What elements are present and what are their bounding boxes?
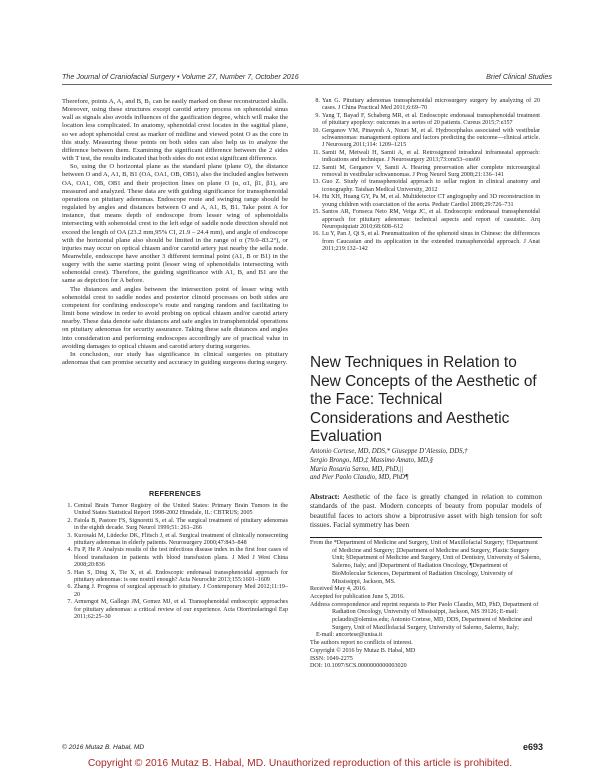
reference-item: 9. Yang T, Bayad F, Schaberg MR, et al. Endoscopic endonasal transsphenoidal treatment of pituitary apoplexy: outcomes in a series of 20 patients. Cureus 2015;7:e357	[315, 112, 540, 127]
journal-volume-header: The Journal of Craniofacial Surgery • Volume 27, Number 7, October 2016	[62, 72, 299, 81]
doi: DOI: 10.1097/SCS.0000000000003020	[310, 663, 407, 670]
reference-item: 10. Gerganov VM, Pinayesh A, Nouri M, et al. Hydrocephalus associated with vestibular schwannomas: management options and factors predicting the outcome—clinical article. J Neurosurg 2011;114: 1209–1215	[312, 127, 540, 149]
references-list-left	[62, 503, 288, 622]
page-number: e693	[522, 742, 543, 752]
correspondence: Address correspondence and reprint requests to Pier Paolo Claudio, MD, PhD, Department of Radiation Oncology, University of Mississippi, Jackson, MS 39126; E-mail: pclaudio@olemiss.edu; Antonio Cortese, MD, DDS, Department of Medicine and Surgery, Unit of Maxillofacial Surgery, University of Salerno, Salerno, Italy;	[310, 601, 539, 631]
affiliation-rule	[310, 537, 542, 538]
email: E-mail: ancortese@unisa.it	[316, 632, 383, 639]
reference-item: 16. Lu Y, Pan J, Qi S, et al. Pneumatization of the sphenoid sinus in Chinese: the differences from Caucasian and its application in the extended transsphenoidal approach. J Anat 2011;219:132–142	[312, 231, 540, 253]
reference-item: 14. Hu XH, Huang GY, Pa M, et al. Multidetector CT angiography and 3D reconstruction in young children with coarctation of the aorta. Pediatr Cardiol 2008;29:726–731	[312, 194, 540, 208]
body-paragraph: Therefore, points A, A₁ and B, B₁ can be easily marked on these reconstructed skulls. Moreover, using these structures except carotid artery process on sphenoidal sinus wall as signals also avoids influences of the gasification degree, which will make the location less complicated. In anatomy, sphenoidal crest locates in the sagittal plane, so we adopt sphenoidal crest as marker of midline and viewed point O as the core in this study. Measuring these points on both sides can also help us to analyze the difference between them. Examining the significant difference between the 2 sides with T test, the results indicated that both sides do not exist significant difference.	[62, 98, 288, 163]
references-heading: REFERENCES	[148, 489, 202, 498]
journal-name: The Journal of Craniofacial Surgery	[62, 72, 176, 81]
reference-item: 15. Santos AR, Fonseca Neto RM, Veiga JC, et al. Endoscopic endonasal transsphenoidal approach for pituitary adenomas: technical aspects and report of casuistic. Arq Neuropsiquiatr 2010;68:608–612	[312, 209, 540, 230]
body-paragraph: So, using the O horizontal plane as the standard plane (plane O), the distance between O and A, A1, B, B1 (OA, OA1, OB, OB1), also the included angles between OA, OA1, OB, OB1 and their projection lines on plane O (α, α1, β1, β1), are measured and analyzed. These data are with guiding significance for transsphenoidal operations on pituitary adenomas. Endoscope route and swinging range should be regulated by angles and distances between O and A, A1, B, B1. Take point A for instance, that means depth of endoscope from lesser wing of sphenoidalis intersecting with sohenoidal crest to the left edge of saddle node direction should not exceed the length of OA (23.2 mm,95% CI, 21.9 – 24.4 mm), and angle of endoscope with the horizontal plane also should be limited in the range of α (79.0–83.2°), or injuries may occur on optical chiasm and/or carotid artery just nearby the sella node. Meanwhile, endoscope have another 3 different terminal point (A1, B or B1) in the sugery with the same starting point (lesser wing of sphenoidalis intersecting with sohenoidal crest). Therefore, the guiding significance with A1, B, and B1 are the same as depiction for A before.	[62, 163, 288, 285]
reference-item: 11. Samii M, Metwali H, Samii A, et al. Retrosigmoid intradural inframeatal approach: indications and technique. J Neurosurgery 2013;73:ons53–ons60	[312, 149, 540, 164]
issn: ISSN: 1049-2275	[310, 655, 353, 662]
accepted-date: Accepted for publication June 5, 2016.	[310, 593, 405, 600]
reference-item: 12. Samii M, Gerganov V, Samii A. Hearing preservation after complete microsurgical removal in vestibular schwannomas. J Prog Neurol Surg 2008;21:136–141	[312, 164, 540, 179]
received-date: Received May 4, 2016.	[310, 586, 367, 593]
author-line: Maria Rosaria Sarno, MD, PhD,||	[310, 465, 404, 473]
reference-item: 1. Central Brain Tumor Registry of the United States: Primary Brain Tumors in the United States Statistical Report 1998-2002 Hinsdale, IL: CBTRUS; 2005	[67, 503, 288, 517]
reference-item: 5. Han S, Ding X, Tie X, et al. Endoscopic endonasal transsphenoidal approach for pituitary adenomas: is one nostril enough? Acta Neurochir 2013;155:1601–1609	[67, 569, 288, 584]
volume-info: Volume 27, Number 7, October 2016	[181, 72, 299, 81]
author-line: Antonio Cortese, MD, DDS,* Giuseppe D’Alessio, DDS,†	[310, 448, 468, 455]
body-text-column	[62, 98, 288, 367]
footer-copyright: © 2016 Mutaz B. Habal, MD	[62, 744, 145, 751]
reference-item: 13. Guo Z. Study of transsphenoidal approach to sellar region in clinical anatomy and iconography. Taishan Medical University, 2012	[312, 179, 540, 193]
article-title: New Techniques in Relation to New Concepts of the Aesthetic of the Face: Technical Considerations and Aesthetic Evaluation	[310, 354, 537, 445]
body-paragraph: In conclusion, our study has significance in clinical surgeries on pituitary adenomas that can promise security and accuracy in guiding surgeons during surgery.	[62, 350, 288, 366]
abstract	[310, 492, 542, 530]
abstract-text: Aesthetic of the face is greatly changed in relation to common standards of the past. Modern concepts of beauty from popular models of beautiful faces to actors show a biprotrusive asset with high tension for soft tissues. Facial symmetry has been	[310, 492, 543, 530]
references-list-right	[310, 98, 540, 254]
reference-item: 3. Kurosaki M, Lüdecke DK, Flitsch J, et al. Surgical treatment of clinically nonsecreting pituitary adenomas in elderly patients. Neurosurgery 2000;47:843–848	[67, 532, 288, 547]
reference-item: 6. Zhang J. Progress of surgical approach to pituitary. J Contemporary Med 2012;11:19–20	[67, 584, 288, 598]
copyright-banner: Copyright © 2016 Mutaz B. Habal, MD. Unauthorized reproduction of this article is prohibited.	[87, 758, 513, 769]
author-list	[310, 448, 540, 483]
reference-item: 8. Yan G. Pituitary adenomas transsphenoidal microsurgery surgery by analyzing of 20 cases. J China Practical Med 2011;6:69–70	[315, 98, 540, 112]
affiliation-text: From the *Department of Medicine and Surgery, Unit of Maxillofacial Surgery; †Department of Medicine and Surgery; ‡Department of Medicine and Surgery, Plastic Surgery Unit; §Department of Medicine and Surgery, Unit of Dentistry, University of Salerno, Salerno, Italy; and ||Department of Radiation Oncology, ¶Department of BioMolecular Sciences, Department of Radiation Oncology, University of Mississippi, Jackson, MS.	[310, 540, 541, 585]
conflicts-statement: The authors report no conflicts of interest.	[310, 640, 413, 647]
header-rule	[62, 84, 552, 85]
section-name: Brief Clinical Studies	[486, 72, 552, 81]
affiliations-block	[310, 540, 542, 671]
copyright-line: Copyright © 2016 by Mutaz B. Habal, MD	[310, 647, 416, 654]
body-paragraph: The distances and angles between the intersection point of lesser wing with sohenoidal crest to saddle nodes and posterior clinoid processes on both sides are competent for confining endoscope’s route and ranging random and facilitating to limit bone window in order to avoid probing on optical chiasm and/or carotid artery nearby. These data denote safe distances and safe angles in transphenoidal operations on pituitary adenomas for security assurance. Taking these safe distances and angles into consideration and performing endoscopes accordingly are of practical value in avoiding damages to optical chiasm and carotid artery during surgeries.	[62, 285, 288, 350]
reference-item: 7. Armengot M, Gallego JM, Gomez MJ, et al. Transsphenoidal endoscopic approaches for pituitary adenomas: a critical review of our experience. Acta Otorrinolaringol Esp 2011;62:25–30	[67, 599, 288, 621]
author-line: and Pier Paolo Claudio, MD, PhD¶	[310, 474, 409, 482]
reference-item: 2. Faiola B, Pastore FS, Signoretti S, et al. The surgical treatment of pituitary adenomas in the eighth decade. Surg Neurol 1999;51: 261–266	[67, 517, 288, 532]
author-line: Sergio Brongo, MD,‡ Massimo Amato, MD,§	[310, 456, 434, 464]
abstract-label: Abstract:	[310, 492, 340, 501]
reference-item: 4. Fu P, He P. Analysis results of the test infectious disease index in the first four cases of blood transfusion in patients with blood transfusion plans. J Med J West China 2008;20:836	[67, 547, 288, 569]
